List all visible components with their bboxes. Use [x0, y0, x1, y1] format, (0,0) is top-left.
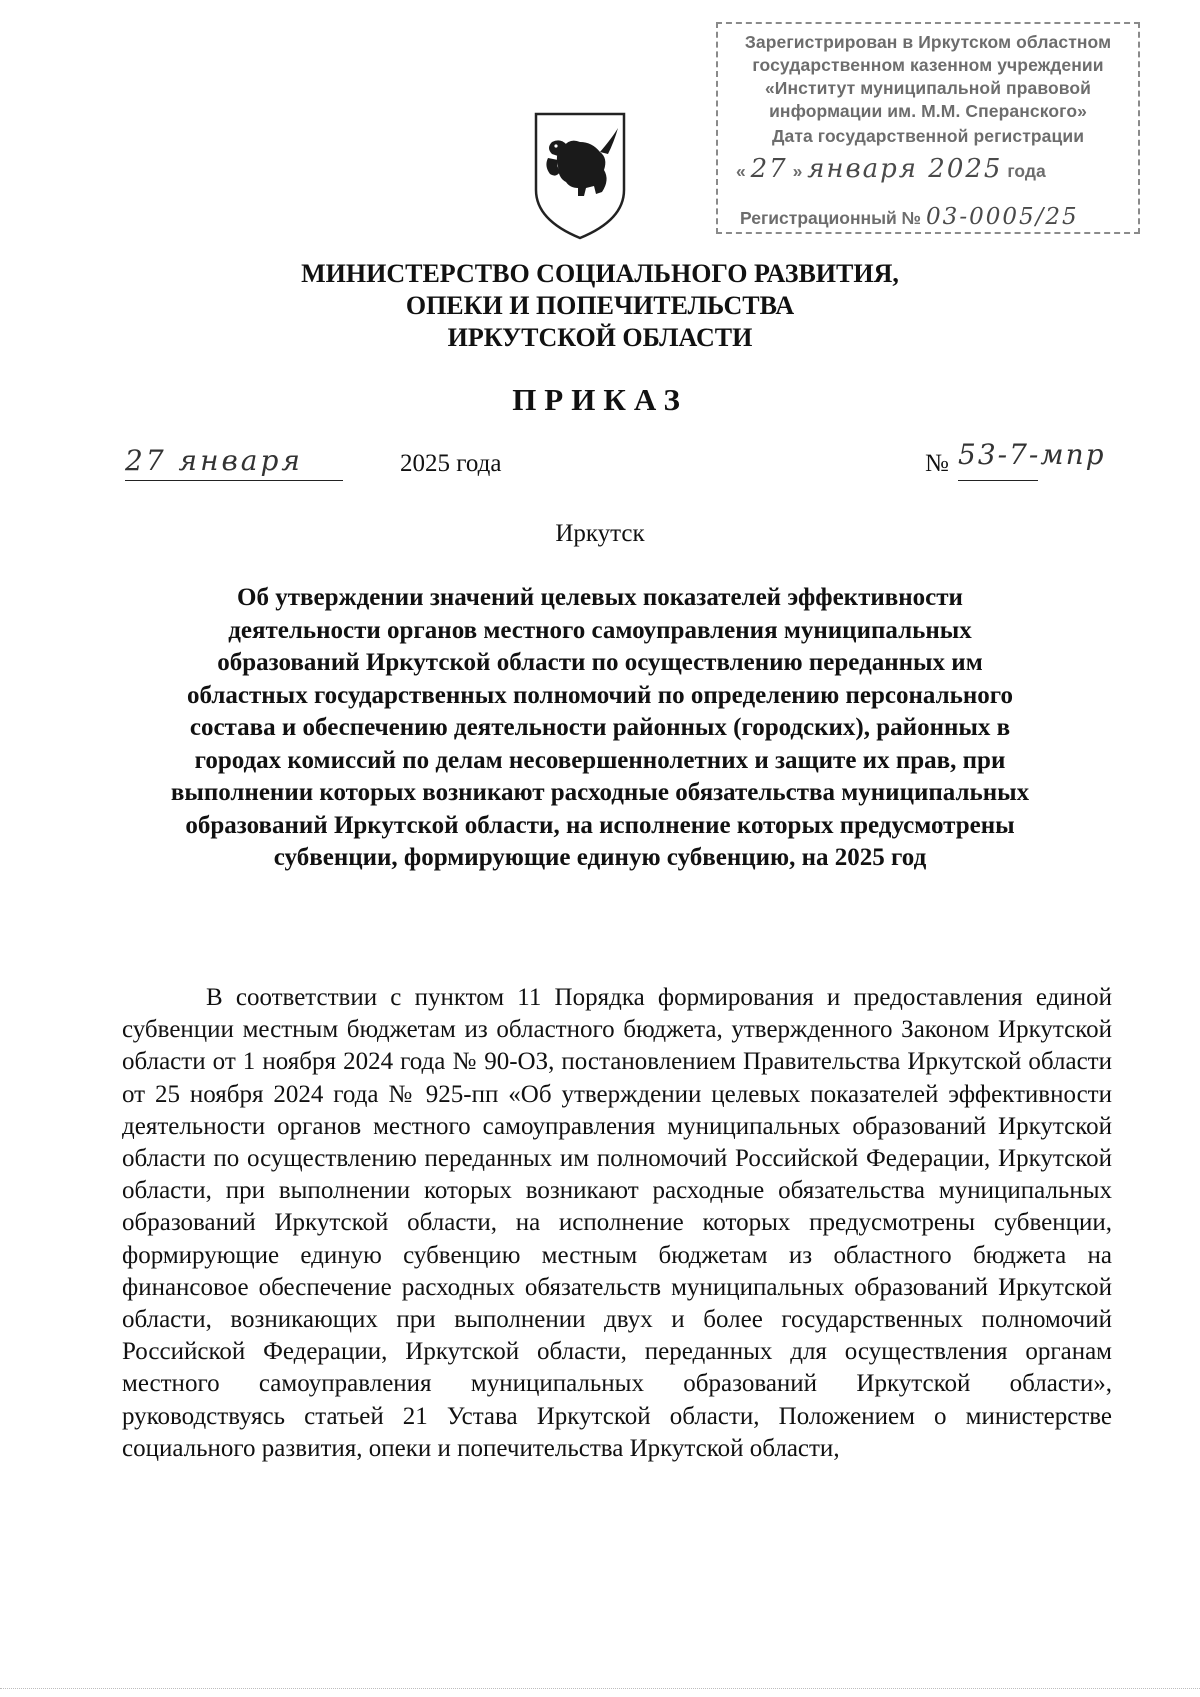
- stamp-date-line: [736, 154, 1046, 184]
- order-date-day-month: 27 января: [125, 444, 343, 481]
- ministry-line-3: ИРКУТСКОЙ ОБЛАСТИ: [447, 323, 753, 352]
- ministry-name: [0, 258, 1200, 354]
- order-subject: Об утверждении значений целевых показателей эффективности деятельности органов местного самоуправления муниципальных образований Иркутской области по осуществлению переданных им областных государственных полномочий по определению персонального состава и обеспечению деятельности районных (городских), районных в городах комиссий по делам несовершеннолетних и защите их прав, при выполнении которых возникают расходные обязательства муниципальных образований Иркутской области, на исполнение которых предусмотрены субвенции, формирующие единую субвенцию, на 2025 год: [170, 584, 1030, 871]
- order-date-year: 2025 года: [400, 450, 502, 477]
- stamp-date-day: 27: [750, 154, 788, 184]
- stamp-reg-line: [740, 204, 1079, 230]
- stamp-line-2: государственном казенном учреждении: [752, 55, 1104, 75]
- order-title: ПРИКАЗ: [512, 382, 688, 417]
- order-number-label: №: [925, 450, 949, 477]
- order-number-value: 53-7-мпр: [958, 438, 1038, 481]
- stamp-line-3: «Институт муниципальной правовой: [764, 78, 1092, 98]
- stamp-date-suffix: года: [1007, 161, 1046, 181]
- order-city: Иркутск: [555, 520, 645, 547]
- stamp-reg-label: Регистрационный №: [740, 208, 922, 228]
- stamp-date-month-year: января 2025: [807, 154, 1003, 184]
- ministry-line-2: ОПЕКИ И ПОПЕЧИТЕЛЬСТВА: [405, 291, 795, 320]
- stamp-line-4: информации им. М.М. Сперанского»: [769, 101, 1087, 121]
- body-paragraph-1: В соответствии с пунктом 11 Порядка формирования и предоставления единой субвенции местным бюджетам из областного бюджета, утвержденного Законом Иркутской области от 1 ноября 2024 года № 90-ОЗ, постановлением Правительства Иркутской области от 25 ноября 2024 года № 925-пп «Об утверждении целевых показателей эффективности деятельности органов местного самоуправления муниципальных образований Иркутской области по осуществлению переданных им полномочий Российской Федерации, Иркутской области, при выполнении которых возникают расходные обязательства муниципальных образований Иркутской области, на исполнение которых предусмотрены субвенции, формирующие единую субвенцию местным бюджетам из областного бюджета на финансовое обеспечение расходных обязательств муниципальных образований Иркутской области, возникающих при выполнении двух и более государственных полномочий Российской Федерации, Иркутской области, переданных для осуществления органам местного самоуправления муниципальных образований Иркутской области», руководствуясь статьей 21 Устава Иркутской области, Положением о министерстве социального развития, опеки и попечительства Иркутской области,: [122, 984, 1112, 1462]
- stamp-line-1: Зарегистрирован в Иркутском областном: [744, 32, 1112, 52]
- stamp-reg-number: 03-0005/25: [926, 204, 1079, 230]
- stamp-line-5: Дата государственной регистрации: [771, 126, 1085, 146]
- page-bottom-edge: [0, 1688, 1200, 1689]
- ministry-line-1: МИНИСТЕРСТВО СОЦИАЛЬНОГО РАЗВИТИЯ,: [301, 259, 899, 288]
- coat-of-arms-icon: [530, 108, 630, 242]
- registration-stamp: [716, 22, 1140, 234]
- order-date-number-row: [0, 438, 1200, 494]
- stamp-date-open-quote: «: [736, 161, 746, 181]
- stamp-date-close-quote: »: [792, 161, 803, 181]
